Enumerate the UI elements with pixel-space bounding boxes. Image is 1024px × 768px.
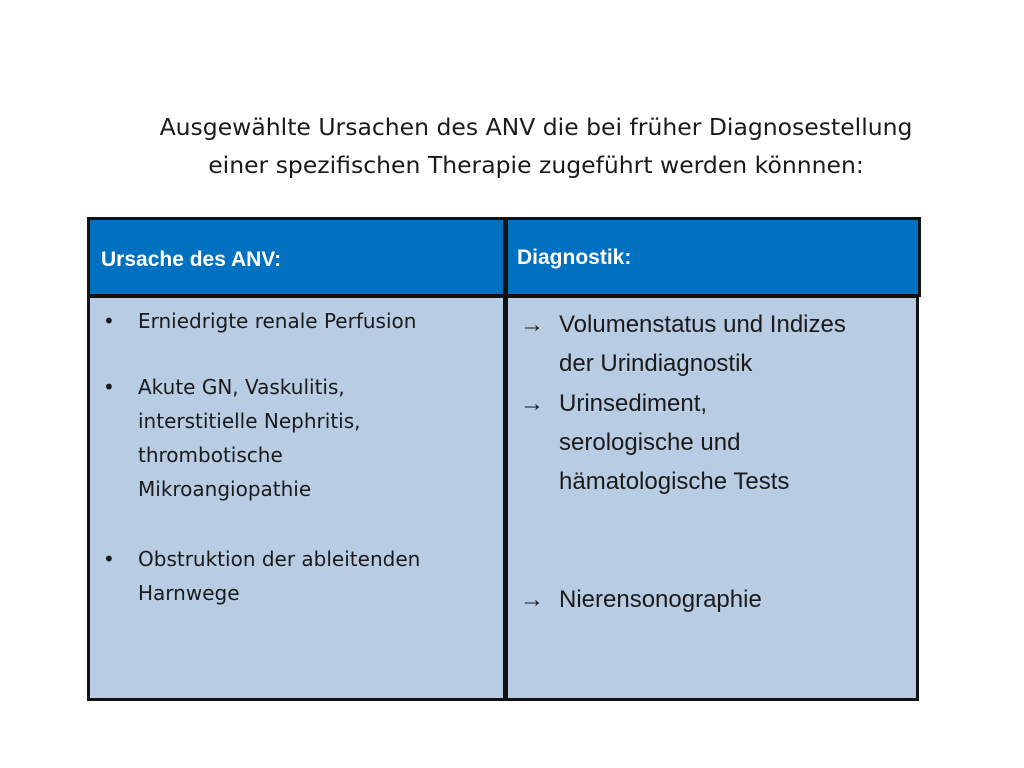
diagnostic-item-text: Volumenstatus und Indizes der Urindiagnostik <box>559 311 846 377</box>
diagnostic-item-text: Nierensonographie <box>559 586 762 613</box>
cause-item-text: Erniedrigte renale Perfusion <box>138 309 417 333</box>
bullet-icon: • <box>103 309 115 333</box>
bullet-icon: • <box>103 375 115 399</box>
cause-item-text: Obstruktion der ableitenden Harnwege <box>138 547 421 605</box>
slide-title-line-1: Ausgewählte Ursachen des ANV die bei früher Diagnosestellung <box>159 113 913 141</box>
header-diagnostics-label: Diagnostik: <box>517 246 632 269</box>
header-cause-label: Ursache des ANV: <box>101 248 282 271</box>
bullet-icon: • <box>103 547 115 571</box>
arrow-right-icon: → <box>520 586 544 613</box>
arrow-right-icon: → <box>520 390 544 417</box>
cause-item-text: Akute GN, Vaskulitis, interstitielle Nephritis, thrombotische Mikroangiopathie <box>138 375 361 501</box>
diagnostic-item-text: Urinsediment, serologische und hämatologische Tests <box>559 390 790 495</box>
slide-title <box>100 108 972 184</box>
slide-title-line-2: einer spezifischen Therapie zugeführt werden könnnen: <box>208 151 864 179</box>
arrow-right-icon: → <box>520 311 544 338</box>
